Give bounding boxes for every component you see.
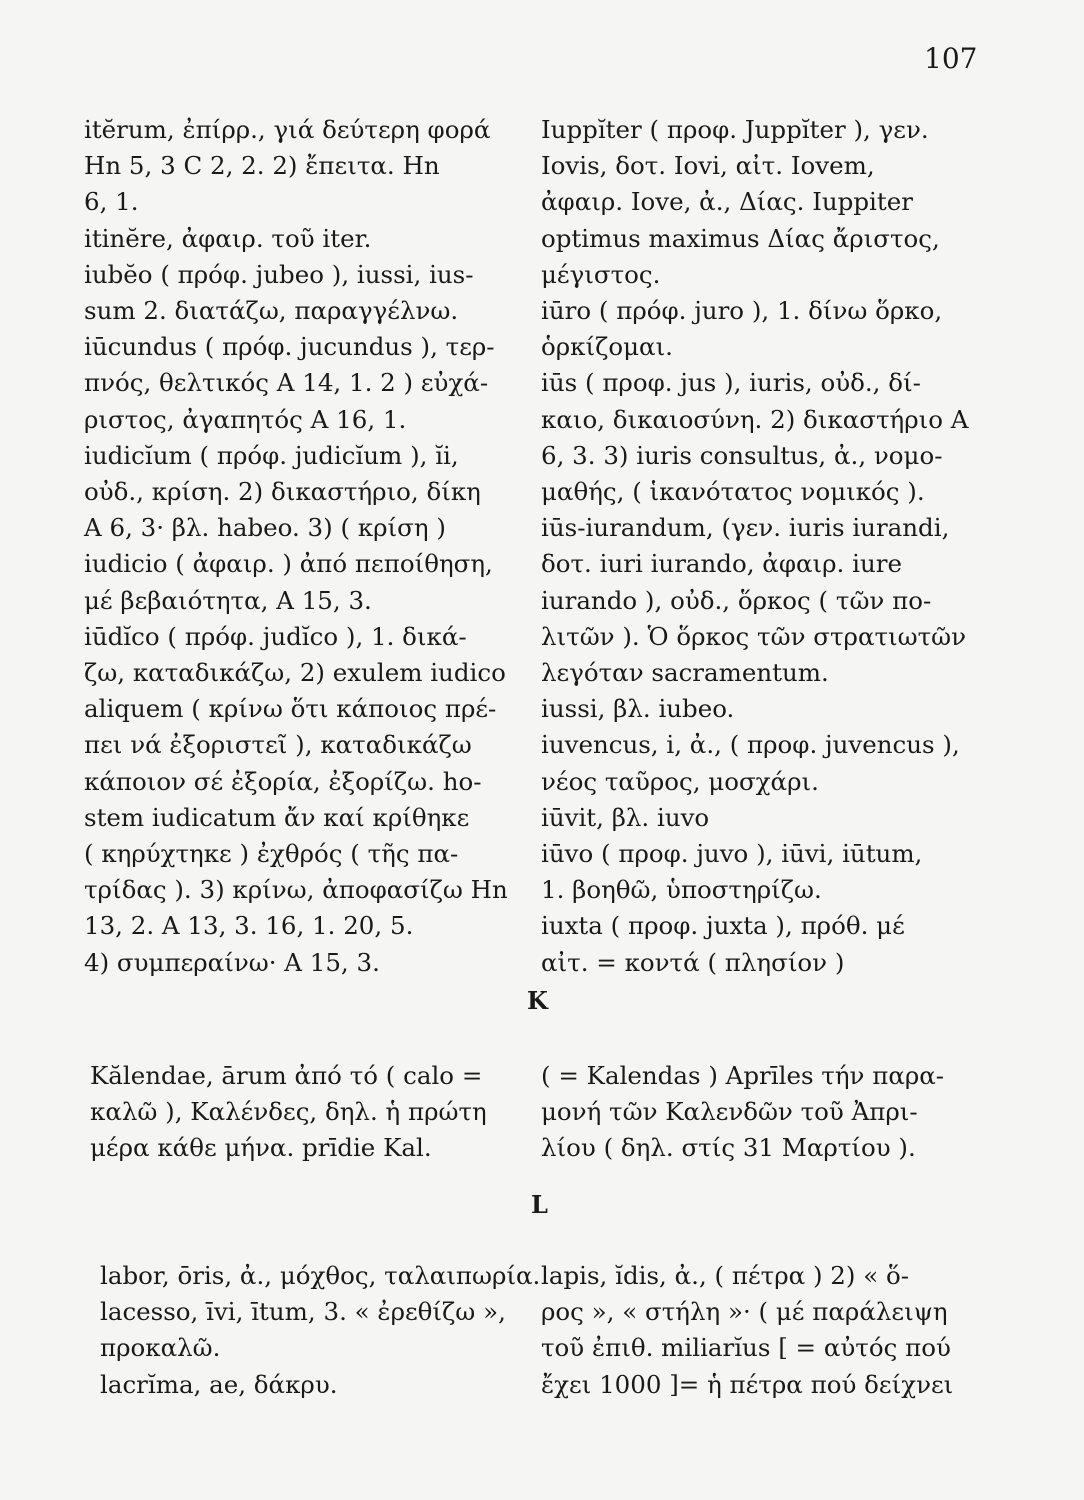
entry-line: οὐδ., κρίση. 2) δικαστήριο, δίκη	[84, 477, 481, 507]
entry-line: λεγόταν sacramentum.	[541, 658, 829, 688]
entry-line: 13, 2. A 13, 3. 16, 1. 20, 5.	[84, 911, 414, 941]
entry-line: itĕrum, ἐπίρρ., γιά δεύτερη φορά	[84, 115, 491, 144]
entry-line: iudicio ( ἀφαιρ. ) ἀπό πεποίθηση,	[84, 549, 493, 579]
entry-line: νέος ταῦρος, μοσχάρι.	[541, 766, 819, 796]
section-i-right-column	[541, 112, 969, 981]
entry-line: Kălendae, ārum ἀπό τό ( calo =	[90, 1061, 483, 1090]
entry-line: Iuppĭter ( προφ. Juppĭter ), γεν.	[541, 115, 929, 144]
entry-line: ( = Kalendas ) Aprīles τήν παρα-	[541, 1061, 945, 1090]
entry-line: πνός, θελτικός A 14, 1. 2 ) εὐχά-	[84, 368, 489, 398]
entry-line: μέγιστος.	[541, 259, 661, 289]
entry-line: 6, 3. 3) iuris consultus, ἀ., νομο-	[541, 440, 943, 470]
entry-line: iuxta ( προφ. juxta ), πρόθ. μέ	[541, 911, 905, 941]
entry-line: iūro ( πρόφ. juro ), 1. δίνω ὅρκο,	[541, 296, 943, 326]
entry-line: Iovis, δοτ. Iovi, αἰτ. Iovem,	[541, 151, 875, 181]
entry-line: καλῶ ), Καλένδες, δηλ. ἡ πρώτη	[90, 1097, 487, 1127]
section-k-right-column	[541, 1058, 961, 1167]
entry-line: αἰτ. = κοντά ( πλησίον )	[541, 947, 845, 977]
entry-line: καιο, δικαιοσύνη. 2) δικαστήριο A	[541, 404, 969, 434]
entry-line: lacesso, īvi, ītum, 3. « ἐρεθίζω »,	[100, 1297, 506, 1327]
section-letter-k: K	[527, 986, 548, 1015]
entry-line: iūvo ( προφ. juvo ), iūvi, iūtum,	[541, 839, 923, 869]
entry-line: A 6, 3· βλ. habeo. 3) ( κρίση )	[84, 513, 446, 543]
entry-line: lacrĭma, ae, δάκρυ.	[100, 1369, 338, 1399]
entry-line: μαθής, ( ἱκανότατος νομικός ).	[541, 477, 925, 507]
entry-line: iussi, βλ. iubeo.	[541, 694, 735, 724]
entry-line: sum 2. διατάζω, παραγγέλνω.	[84, 296, 459, 326]
section-k-left-column	[90, 1058, 510, 1167]
entry-line: optimus maximus Δίας ἄριστος,	[541, 223, 940, 253]
entry-line: πει νά ἐξοριστεῖ ), καταδικάζω	[84, 730, 472, 760]
entry-line: ὁρκίζομαι.	[541, 332, 673, 362]
entry-line: ( κηρύχτηκε ) ἐχθρός ( τῆς πα-	[84, 839, 459, 869]
entry-line: λιτῶν ). Ὁ ὅρκος τῶν στρατιωτῶν	[541, 621, 967, 651]
entry-line: μέρα κάθε μήνα. prīdie Kal.	[90, 1133, 432, 1163]
entry-line: labor, ōris, ἀ., μόχθος, ταλαιπωρία.	[100, 1261, 541, 1290]
entry-line: iudicĭum ( πρόφ. judicĭum ), ĭi,	[84, 440, 459, 470]
entry-line: iūcundus ( πρόφ. jucundus ), τερ-	[84, 332, 495, 362]
entry-line: iurando ), οὐδ., ὅρκος ( τῶν πο-	[541, 585, 932, 615]
entry-line: stem iudicatum ἄν καί κρίθηκε	[84, 802, 470, 832]
entry-line: μέ βεβαιότητα, A 15, 3.	[84, 585, 372, 615]
entry-line: Hn 5, 3 C 2, 2. 2) ἔπειτα. Hn	[84, 151, 440, 181]
section-i-left-column	[84, 112, 508, 981]
entry-line: lapis, ĭdis, ἀ., ( πέτρα ) 2) « ὅ-	[541, 1261, 910, 1290]
entry-line: iūs ( προφ. jus ), iuris, οὐδ., δί-	[541, 368, 921, 398]
entry-line: iuvencus, i, ἀ., ( προφ. juvencus ),	[541, 730, 960, 760]
entry-line: iubĕo ( πρόφ. jubeo ), iussi, ius-	[84, 259, 474, 289]
entry-line: 4) συμπεραίνω· A 15, 3.	[84, 947, 380, 977]
section-letter-l: L	[531, 1190, 548, 1219]
entry-line: τοῦ ἐπιθ. miliarĭus [ = αὐτός πού	[541, 1333, 951, 1363]
section-l-right-column	[541, 1258, 961, 1403]
entry-line: δοτ. iuri iurando, ἀφαιρ. iure	[541, 549, 902, 579]
page-number: 107	[924, 42, 978, 75]
entry-line: itinĕre, ἀφαιρ. τοῦ iter.	[84, 223, 372, 253]
entry-line: 1. βοηθῶ, ὑποστηρίζω.	[541, 875, 822, 905]
entry-line: 6, 1.	[84, 187, 139, 217]
entry-line: iūvit, βλ. iuvo	[541, 802, 710, 832]
entry-line: μονή τῶν Καλενδῶν τοῦ Ἀπρι-	[541, 1097, 918, 1127]
entry-line: ἔχει 1000 ]= ἡ πέτρα πού δείχνει	[541, 1369, 954, 1399]
entry-line: ζω, καταδικάζω, 2) exulem iudico	[84, 658, 506, 688]
entry-line: προκαλῶ.	[100, 1333, 221, 1363]
entry-line: ριστος, ἀγαπητός A 16, 1.	[84, 404, 407, 434]
entry-line: κάποιον σέ ἐξορία, ἐξορίζω. ho-	[84, 766, 482, 796]
entry-line: iūdĭco ( πρόφ. judĭco ), 1. δικά-	[84, 621, 467, 651]
entry-line: τρίδας ). 3) κρίνω, ἀποφασίζω Hn	[84, 875, 508, 905]
entry-line: iūs-iurandum, (γεν. iuris iurandi,	[541, 513, 950, 543]
entry-line: ρος », « στήλη »· ( μέ παράλειψη	[541, 1297, 948, 1327]
entry-line: aliquem ( κρίνω ὅτι κάποιος πρέ-	[84, 694, 497, 724]
entry-line: λίου ( δηλ. στίς 31 Μαρτίου ).	[541, 1133, 916, 1163]
entry-line: ἀφαιρ. Iove, ἀ., Δίας. Iuppiter	[541, 187, 913, 217]
section-l-left-column	[100, 1258, 541, 1403]
